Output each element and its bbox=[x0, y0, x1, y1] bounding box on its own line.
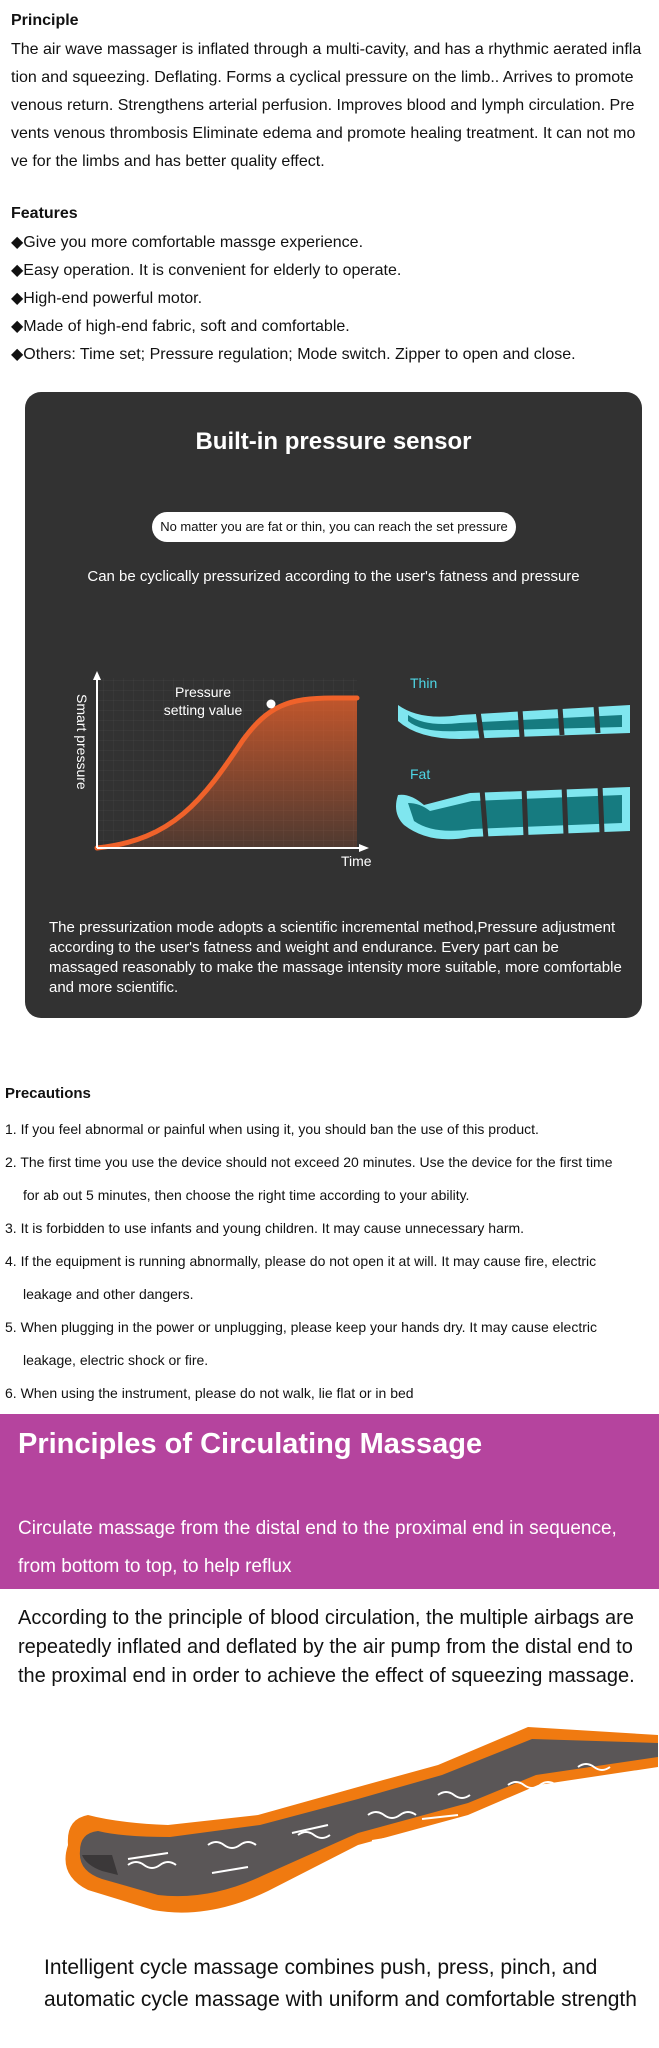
precautions-section bbox=[5, 1083, 655, 1410]
precaution-item: 2. The first time you use the device should not exceed 20 minutes. Use the device for the first time bbox=[5, 1154, 613, 1170]
setting-value-dot bbox=[267, 700, 276, 709]
circulation-principle-text: According to the principle of blood circulation, the multiple airbags are repeatedly inflated and deflated by the air pump from the distal end to the proximal end in order to achieve the effect of squeezing massage. bbox=[18, 1607, 635, 1687]
sensor-description: The pressurization mode adopts a scientific incremental method,Pressure adjustment according to the user's fatness and weight and endurance. Every part can be massaged reasonably to make the massage intensity more suitable, more comfortable and more scientific. bbox=[49, 919, 622, 996]
precaution-item: 3. It is forbidden to use infants and young children. It may cause unnecessary harm. bbox=[5, 1220, 525, 1236]
annotation-line1: Pressure bbox=[174, 684, 232, 700]
sensor-pill: No matter you are fat or thin, you can reach the set pressure bbox=[152, 512, 516, 542]
leg-sleeve-grey bbox=[80, 1739, 658, 1896]
circulating-title: Principles of Circulating Massage bbox=[18, 1428, 483, 1460]
principle-heading: Principle bbox=[11, 12, 79, 29]
features-section bbox=[11, 203, 651, 369]
sensor-title: Built-in pressure sensor bbox=[195, 428, 472, 455]
fat-label: Fat bbox=[410, 766, 431, 782]
feature-item: ◆Others: Time set; Pressure regulation; Mode switch. Zipper to open and close. bbox=[11, 346, 576, 363]
feature-item: ◆Give you more comfortable massge experience. bbox=[11, 234, 364, 251]
precaution-item-cont: leakage, electric shock or fire. bbox=[23, 1352, 209, 1368]
feature-item: ◆Easy operation. It is convenient for elderly to operate. bbox=[11, 262, 402, 279]
massage-leg-illustration bbox=[58, 1715, 658, 1935]
leg-illustration bbox=[390, 675, 640, 855]
principle-text: The air wave massager is inflated through a multi-cavity, and has a rhythmic aerated infla tion and squeezing. Deflating. Forms a cyclical pressure on the limb.. Arrives to promote venous return. Strengthens arterial perfusion. Improves blood and lymph circulation. Pre vents venous thrombosis Eliminate edema and promote healing treatment. It can not mo ve for the limbs and has better quality effect. bbox=[11, 41, 642, 170]
feature-item: ◆High-end powerful motor. bbox=[11, 290, 203, 307]
sensor-subtitle: Can be cyclically pressurized according to the user's fatness and pressure bbox=[87, 568, 580, 585]
precaution-item-cont: for ab out 5 minutes, then choose the right time according to your ability. bbox=[23, 1187, 470, 1203]
circulating-subtitle: Circulate massage from the distal end to the proximal end in sequence, from bottom to top, to help reflux bbox=[18, 1518, 617, 1577]
precaution-item: 6. When using the instrument, please do not walk, lie flat or in bed bbox=[5, 1385, 414, 1401]
annotation-line2: setting value bbox=[163, 702, 243, 718]
precaution-item: 5. When plugging in the power or unplugging, please keep your hands dry. It may cause electric bbox=[5, 1319, 597, 1335]
precaution-item-cont: leakage and other dangers. bbox=[23, 1286, 194, 1302]
precautions-heading: Precautions bbox=[5, 1085, 91, 1102]
y-axis-arrow bbox=[93, 671, 101, 680]
principle-section bbox=[11, 10, 651, 176]
x-axis-label: Time bbox=[341, 853, 372, 869]
features-heading: Features bbox=[11, 205, 78, 222]
thin-label: Thin bbox=[410, 675, 438, 691]
x-axis-arrow bbox=[359, 844, 369, 852]
pressure-sensor-card bbox=[25, 392, 642, 1018]
precaution-item: 1. If you feel abnormal or painful when using it, you should ban the use of this product. bbox=[5, 1121, 539, 1137]
pressure-chart bbox=[43, 670, 373, 870]
y-axis-label: Smart pressure bbox=[74, 694, 90, 790]
circulating-banner bbox=[0, 1414, 659, 1589]
cycle-massage-text: Intelligent cycle massage combines push, press, pinch, and automatic cycle massage with uniform and comfortable strength bbox=[44, 1956, 637, 2011]
precaution-item: 4. If the equipment is running abnormally, please do not open it at will. It may cause fire, electric bbox=[5, 1253, 597, 1269]
feature-item: ◆Made of high-end fabric, soft and comfortable. bbox=[11, 318, 350, 335]
